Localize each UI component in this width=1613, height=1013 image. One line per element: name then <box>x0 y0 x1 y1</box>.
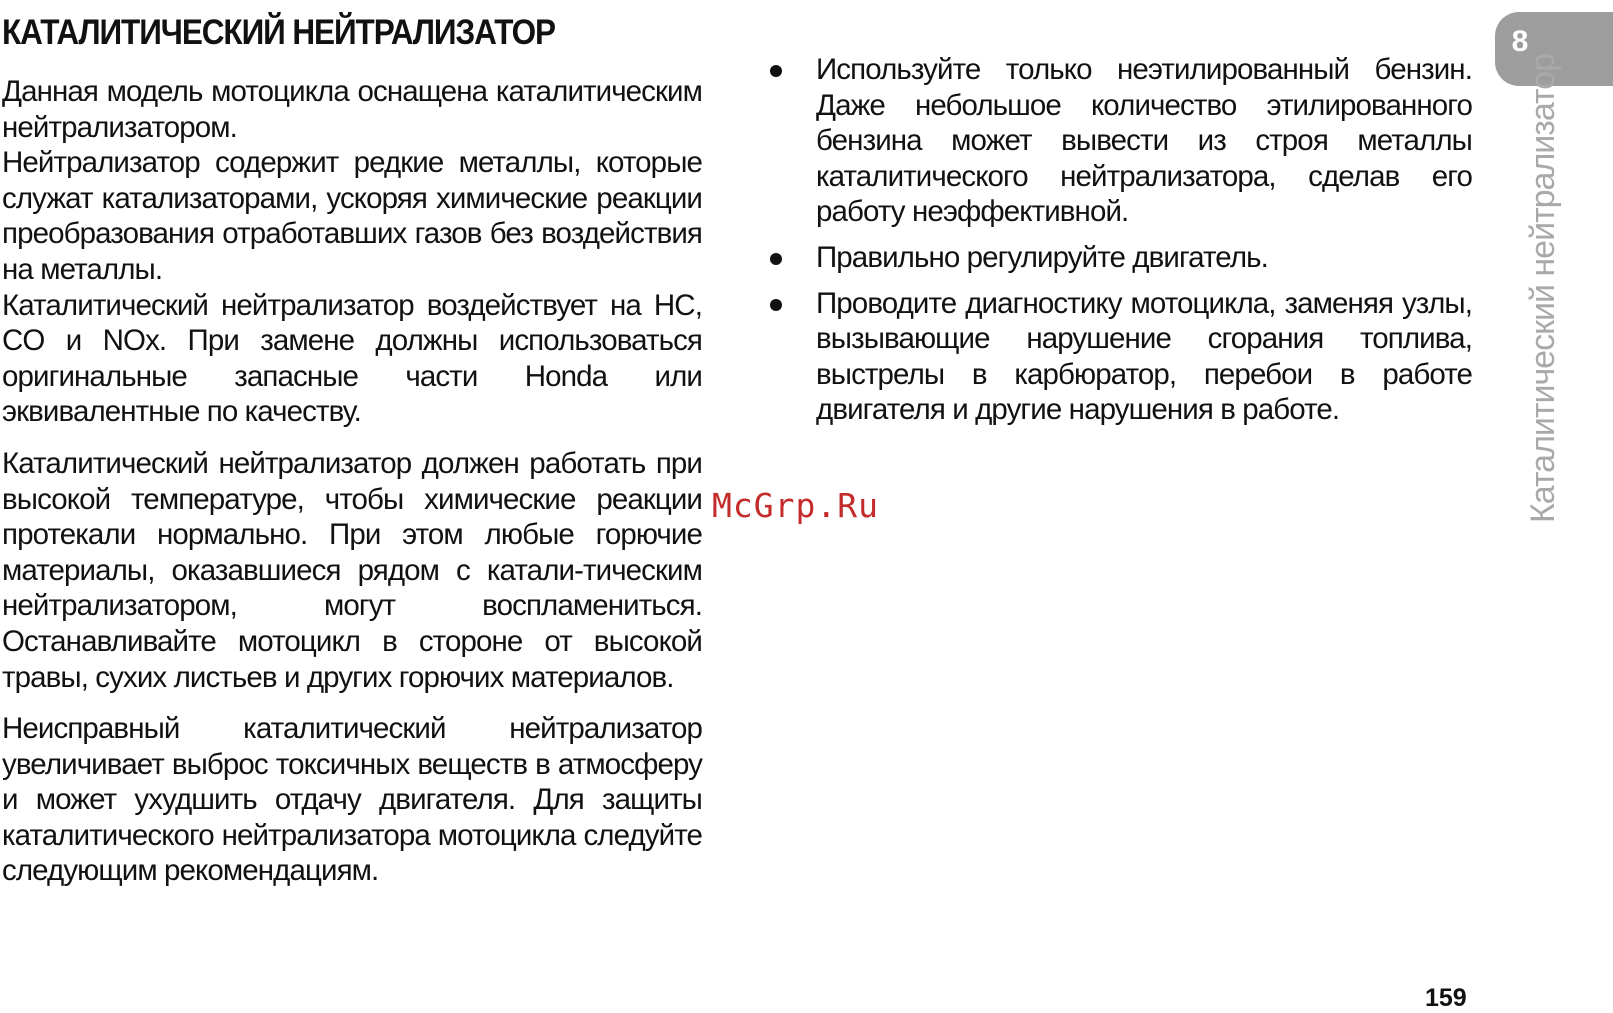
site-watermark: McGrp.Ru <box>712 486 879 525</box>
list-item <box>770 286 1472 428</box>
bullet-icon <box>770 253 782 265</box>
page-title: КАТАЛИТИЧЕСКИЙ НЕЙТРАЛИЗАТОР <box>2 13 555 52</box>
paragraph-emissions: Каталитический нейтрализатор воздействует на HC, CO и NOx. При замене должны использоваться оригинальные запасные части Honda или эквивалентные по качеству. <box>2 288 702 429</box>
list-item <box>770 52 1472 230</box>
chapter-number: 8 <box>1511 25 1529 58</box>
list-item-text: Проводите диагностику мотоцикла, заменяя узлы, вызывающие нарушение сгорания топлива, выстрелы в карбюратор, перебои в работе двигателя и другие нарушения в работе. <box>816 286 1472 427</box>
list-item-text: Правильно регулируйте двигатель. <box>816 240 1268 274</box>
chapter-side-label <box>1523 53 1563 525</box>
paragraph-intro: Данная модель мотоцикла оснащена каталитическим нейтрализатором. <box>2 75 702 144</box>
right-column <box>770 52 1472 438</box>
paragraph-faulty-converter: Неисправный каталитический нейтрализатор увеличивает выброс токсичных веществ в атмосферу и может ухудшить отдачу двигателя. Для защиты каталитического нейтрализатора мотоцикла следуйте следующим рекомендациям. <box>2 712 702 888</box>
recommendations-list <box>770 52 1472 428</box>
bullet-icon <box>770 299 782 311</box>
bullet-icon <box>770 65 782 77</box>
paragraph-rare-metals: Нейтрализатор содержит редкие металлы, которые служат катализаторами, ускоряя химические реакции преобразования отработавших газов без воздействия на металлы. <box>2 146 702 286</box>
left-column <box>2 74 702 889</box>
paragraph-high-temperature: Каталитический нейтрализатор должен работать при высокой температуре, чтобы химические реакции протекали нормально. При этом любые горючие материалы, оказавшиеся рядом с катали-тическим нейтрализатором, могут воспламениться. Останавливайте мотоцикл в стороне от высокой травы, сухих листьев и других горючих материалов. <box>2 446 702 694</box>
list-item <box>770 240 1472 276</box>
list-item-text: Используйте только неэтилированный бензин. Даже небольшое количество этилированного бензина может вывести из строя металлы каталитического нейтрализатора, сделав его работу неэффективной. <box>816 53 1472 229</box>
page-number: 159 <box>1425 984 1467 1012</box>
chapter-side-label-text: Каталитический нейтрализатор <box>1524 53 1562 523</box>
